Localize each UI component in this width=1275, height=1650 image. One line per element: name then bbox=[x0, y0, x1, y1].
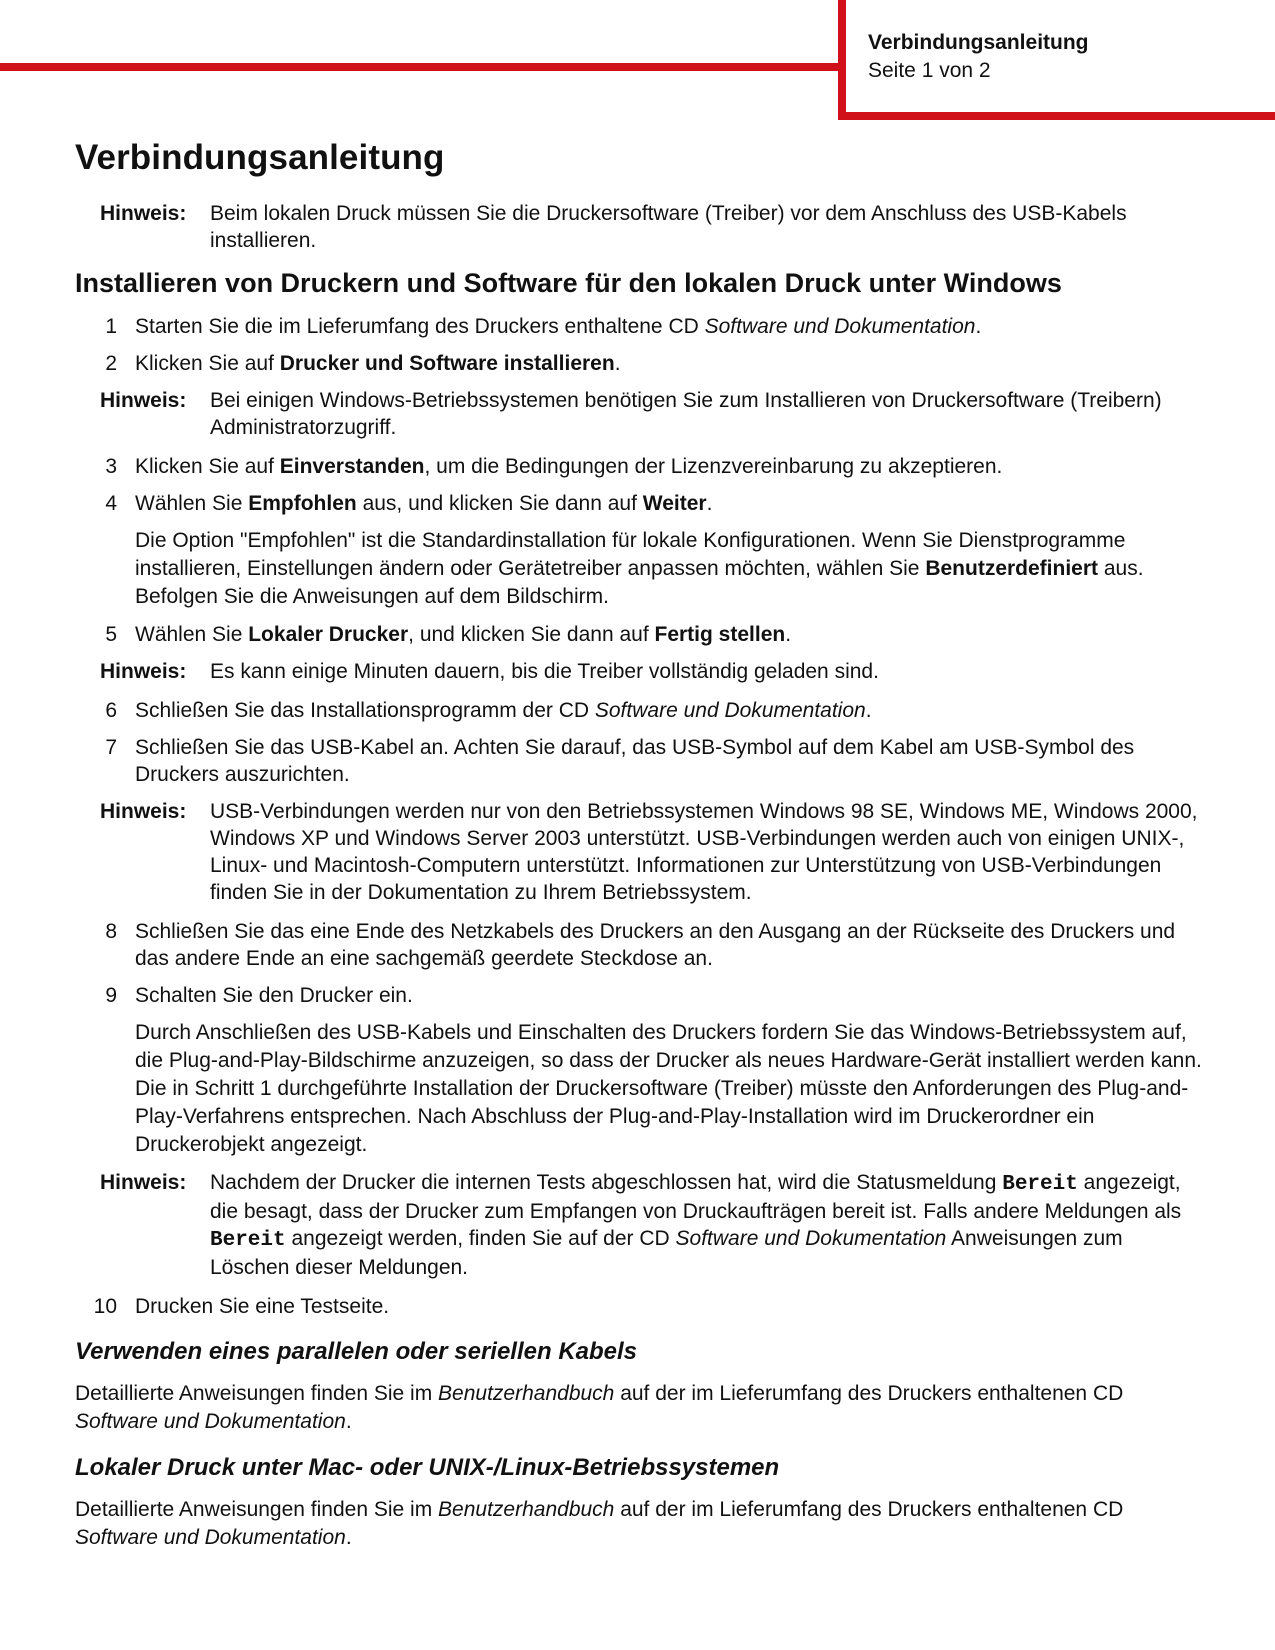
section-heading-windows: Installieren von Druckern und Software für den lokalen Druck unter Windows bbox=[75, 268, 1062, 298]
text-run: angezeigt werden, finden Sie auf der CD bbox=[285, 1227, 676, 1250]
text-run: Wählen Sie bbox=[135, 623, 249, 646]
step-text: Schalten Sie den Drucker ein. bbox=[135, 984, 413, 1007]
step-text bbox=[135, 453, 1205, 480]
italic-run: Benutzerhandbuch bbox=[438, 1498, 615, 1521]
step-number: 5 bbox=[105, 623, 117, 646]
text-run: Wählen Sie bbox=[135, 492, 249, 515]
step-number: 6 bbox=[105, 699, 117, 722]
note-text: USB-Verbindungen werden nur von den Betriebssystemen Windows 98 SE, Windows ME, Windows 2000, Windows XP und Windows Server 2003 unterstützt. USB-Verbindungen werden auch von einigen UNIX-, Linux- und Macintosh-Computern unterstützt. Informationen zur Unterstützung von USB-Verbindungen finden Sie in der Dokumentation zu Ihrem Betriebssystem. bbox=[210, 800, 1198, 904]
text-run: Detaillierte Anweisungen finden Sie im bbox=[75, 1382, 439, 1405]
text-run: angezeigt, die besagt, dass der Drucker zum Empfangen von Druckaufträgen bereit ist. Falls andere Meldungen als bbox=[210, 1171, 1182, 1223]
step-number: 8 bbox=[105, 920, 117, 943]
bold-run: Weiter bbox=[642, 492, 707, 515]
section-heading-mac: Lokaler Druck unter Mac- oder UNIX-/Linux-Betriebssystemen bbox=[75, 1454, 780, 1481]
step-text: Drucken Sie eine Testseite. bbox=[135, 1295, 390, 1318]
text-run: Detaillierte Anweisungen finden Sie im bbox=[75, 1498, 439, 1521]
text-run: auf der im Lieferumfang des Druckers enthaltenen CD bbox=[614, 1498, 1124, 1521]
italic-run: Software und Dokumentation bbox=[75, 1526, 346, 1549]
step-1 bbox=[75, 313, 1205, 340]
note-status-message bbox=[100, 1169, 1205, 1281]
italic-run: Software und Dokumentation bbox=[704, 315, 976, 338]
text-run: Schließen Sie das Installationsprogramm der CD bbox=[135, 699, 595, 722]
step-2 bbox=[75, 350, 1205, 377]
text-run: , um die Bedingungen der Lizenzvereinbarung zu akzeptieren. bbox=[424, 455, 1003, 478]
status-code: Bereit bbox=[210, 1229, 286, 1252]
step-text bbox=[135, 490, 1205, 517]
bold-run: Empfohlen bbox=[248, 492, 357, 515]
italic-run: Software und Dokumentation bbox=[675, 1227, 947, 1250]
header-rule-vertical bbox=[838, 0, 846, 120]
step-number: 2 bbox=[105, 352, 117, 375]
step-7 bbox=[75, 734, 1205, 788]
bold-run: Fertig stellen bbox=[654, 623, 786, 646]
step-text bbox=[135, 313, 1205, 340]
status-code: Bereit bbox=[1002, 1173, 1078, 1196]
text-run: . bbox=[865, 699, 872, 722]
note-label: Hinweis: bbox=[100, 389, 187, 412]
header-rule-left bbox=[0, 63, 846, 71]
italic-run: Software und Dokumentation bbox=[75, 1410, 346, 1433]
section-heading-parallel: Verwenden eines parallelen oder seriellen Kabels bbox=[75, 1338, 638, 1365]
bold-run: Lokaler Drucker bbox=[248, 623, 409, 646]
step-number: 7 bbox=[105, 736, 117, 759]
step-number: 10 bbox=[93, 1295, 117, 1318]
step-6 bbox=[75, 697, 1205, 724]
text-run: . bbox=[614, 352, 621, 375]
header-doc-title: Verbindungsanleitung bbox=[868, 31, 1089, 54]
step-3 bbox=[75, 453, 1205, 480]
note-label: Hinweis: bbox=[100, 800, 187, 823]
text-run: . bbox=[345, 1526, 352, 1549]
text-run: Klicken Sie auf bbox=[135, 352, 280, 375]
step-text bbox=[135, 697, 1205, 724]
note-label: Hinweis: bbox=[100, 202, 187, 225]
note-driver-load bbox=[100, 658, 1205, 685]
note-text bbox=[210, 1169, 1205, 1281]
step-4-detail bbox=[135, 527, 1205, 611]
bold-run: Einverstanden bbox=[279, 455, 425, 478]
paragraph-parallel bbox=[75, 1380, 1205, 1436]
step-4 bbox=[75, 490, 1205, 517]
text-run: , und klicken Sie dann auf bbox=[408, 623, 655, 646]
step-number: 9 bbox=[105, 984, 117, 1007]
step-text: Schließen Sie das eine Ende des Netzkabels des Druckers an den Ausgang an der Rückseite des Druckers und das andere Ende an eine sachgemäß geerdete Steckdose an. bbox=[135, 920, 1176, 970]
text-run: Anweisungen zum Löschen dieser Meldungen. bbox=[210, 1227, 1123, 1279]
step-text bbox=[135, 350, 1205, 377]
step-9 bbox=[75, 982, 1205, 1009]
text-run: Nachdem der Drucker die internen Tests abgeschlossen hat, wird die Statusmeldung bbox=[210, 1171, 1003, 1194]
step-number: 4 bbox=[105, 492, 117, 515]
text-run: Klicken Sie auf bbox=[135, 455, 280, 478]
document-body bbox=[75, 138, 1205, 1562]
note-intro bbox=[100, 200, 1205, 254]
note-text: Bei einigen Windows-Betriebssystemen benötigen Sie zum Installieren von Druckersoftware (Treibern) Administratorzugriff. bbox=[210, 389, 1162, 439]
italic-run: Benutzerhandbuch bbox=[438, 1382, 615, 1405]
note-label: Hinweis: bbox=[100, 660, 187, 683]
header-page-info: Seite 1 von 2 bbox=[868, 59, 991, 82]
note-text: Es kann einige Minuten dauern, bis die Treiber vollständig geladen sind. bbox=[210, 660, 879, 683]
text-run: aus, und klicken Sie dann auf bbox=[356, 492, 643, 515]
text-run: Starten Sie die im Lieferumfang des Druckers enthaltene CD bbox=[135, 315, 705, 338]
step-text bbox=[135, 621, 1205, 648]
text-run: aus. Befolgen Sie die Anweisungen auf dem Bildschirm. bbox=[135, 557, 1144, 608]
bold-run: Benutzerdefiniert bbox=[925, 557, 1099, 580]
note-label: Hinweis: bbox=[100, 1171, 187, 1194]
step-text: Schließen Sie das USB-Kabel an. Achten Sie darauf, das USB-Symbol auf dem Kabel am USB-Symbol des Druckers auszurichten. bbox=[135, 736, 1135, 786]
bold-run: Drucker und Software installieren bbox=[279, 352, 615, 375]
step-10 bbox=[75, 1293, 1205, 1320]
note-text: Beim lokalen Druck müssen Sie die Druckersoftware (Treiber) vor dem Anschluss des USB-Kabels installieren. bbox=[210, 202, 1127, 252]
text-run: . bbox=[345, 1410, 352, 1433]
text-run: . bbox=[975, 315, 982, 338]
text-run: Die Option "Empfohlen" ist die Standardinstallation für lokale Konfigurationen. Wenn Sie Dienstprogramme installieren, Einstellungen ändern oder Gerätetreiber anpassen möchten, wählen Sie bbox=[135, 529, 1126, 580]
step-8 bbox=[75, 918, 1205, 972]
step-number: 1 bbox=[105, 315, 117, 338]
text-run: . bbox=[785, 623, 792, 646]
step-9-detail: Durch Anschließen des USB-Kabels und Einschalten des Druckers fordern Sie das Windows-Betriebssystem auf, die Plug-and-Play-Bildschirme anzuzeigen, so dass der Drucker als neues Hardware-Gerät installiert werden kann. Die in Schritt 1 durchgeführte Installation der Druckersoftware (Treiber) müsste den Anforderungen des Plug-and-Play-Verfahrens entsprechen. Nach Abschluss der Plug-and-Play-Installation wird im Druckerordner ein Druckerobjekt angezeigt. bbox=[135, 1021, 1202, 1156]
header-rule-right bbox=[838, 112, 1275, 120]
step-number: 3 bbox=[105, 455, 117, 478]
step-5 bbox=[75, 621, 1205, 648]
note-admin bbox=[100, 387, 1205, 441]
page-title: Verbindungsanleitung bbox=[75, 138, 445, 177]
text-run: . bbox=[706, 492, 713, 515]
text-run: auf der im Lieferumfang des Druckers enthaltenen CD bbox=[614, 1382, 1124, 1405]
italic-run: Software und Dokumentation bbox=[594, 699, 866, 722]
note-usb-support bbox=[100, 798, 1205, 906]
paragraph-mac bbox=[75, 1496, 1205, 1552]
